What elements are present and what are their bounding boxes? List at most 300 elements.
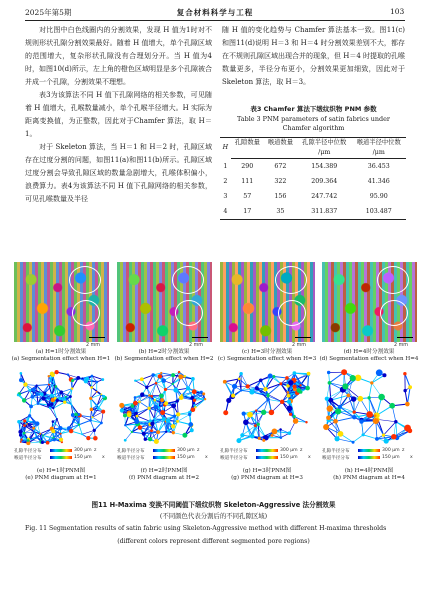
- pore-sphere: [334, 436, 339, 441]
- caption-c-cn: (c) H=3时分割效果: [241, 349, 293, 355]
- throat-stick: [139, 402, 149, 408]
- pore-sphere: [67, 426, 71, 430]
- scale-bar: [192, 337, 208, 338]
- pore-sphere: [352, 415, 356, 419]
- pore-sphere: [35, 393, 38, 396]
- pore-sphere: [374, 414, 377, 417]
- pore-legend-max: 300 μm: [280, 448, 298, 453]
- pore-sphere: [132, 410, 135, 413]
- pore-sphere: [97, 407, 100, 410]
- pore-sphere: [367, 396, 370, 399]
- table3-header-throat-unit: /μm: [351, 148, 406, 159]
- segmentation-image-a: [14, 262, 109, 342]
- pore-sphere: [37, 402, 40, 405]
- pore-sphere: [52, 407, 54, 409]
- scale-label: 2 mm: [86, 343, 100, 348]
- pore-sphere: [267, 393, 270, 396]
- pore-sphere: [155, 382, 158, 385]
- pore-sphere: [238, 377, 241, 380]
- pore-sphere: [32, 427, 35, 430]
- pore-sphere: [140, 392, 144, 396]
- pore-sphere: [89, 397, 92, 400]
- pore-sphere: [299, 384, 301, 386]
- pore-sphere: [74, 413, 78, 417]
- pore-sphere: [32, 420, 35, 423]
- pore-sphere: [389, 403, 395, 409]
- pore-sphere: [352, 410, 355, 413]
- pore-sphere: [164, 388, 167, 391]
- throat-stick: [327, 383, 330, 399]
- pore-color-bar: [50, 449, 72, 452]
- pore-sphere: [27, 439, 30, 442]
- pore-sphere: [254, 424, 257, 427]
- pore-sphere: [82, 377, 84, 379]
- throat-stick: [294, 373, 308, 374]
- throat-stick: [330, 383, 331, 400]
- throat-legend-label: 喉道半径分布: [117, 456, 145, 461]
- pore-sphere: [162, 417, 166, 421]
- pore-sphere: [160, 372, 162, 374]
- throat-legend-label: 喉道半径分布: [220, 456, 248, 461]
- pore-sphere: [382, 433, 385, 436]
- throat-stick: [125, 425, 132, 432]
- pore-sphere: [391, 434, 397, 440]
- axis-x-label: x: [205, 455, 208, 460]
- scale-bar: [397, 337, 413, 338]
- pnm-diagram-g: [220, 368, 315, 448]
- pore-legend-label: 孔隙半径分布: [322, 449, 350, 454]
- pore-sphere: [190, 428, 194, 432]
- pore-sphere: [158, 406, 160, 408]
- pore-sphere: [51, 384, 53, 386]
- axis-z-label: z: [197, 448, 200, 453]
- pore-sphere: [405, 402, 410, 407]
- pore-sphere: [28, 414, 31, 417]
- pore-sphere: [56, 399, 59, 402]
- pore-sphere: [268, 373, 273, 378]
- pore-sphere: [95, 381, 98, 384]
- pore-sphere: [48, 375, 50, 377]
- pore-sphere: [160, 398, 164, 402]
- throat-legend-max: 150 μm: [382, 455, 400, 460]
- table3-header-pore-unit: /μm: [297, 148, 352, 159]
- throat-stick: [405, 374, 410, 388]
- pore-sphere: [370, 381, 373, 384]
- page-number: 103: [390, 7, 405, 16]
- pore-sphere: [279, 428, 282, 431]
- pore-sphere: [408, 428, 413, 433]
- pore-legend-label: 孔隙半径分布: [14, 449, 42, 454]
- pore-sphere: [327, 405, 333, 411]
- table3-header-throat-radius: 喉道半径中位数: [351, 138, 406, 149]
- pore-sphere: [255, 409, 257, 411]
- paragraph-3: 对于 Skeleton 算法，当 H＝1 和 H＝2 时，孔隙区域存在过度分割的问题，如图11(a)和图11(b)所示。孔隙区域过度分割会导致孔隙区域的数量急剧增大，孔喉体积偏小，浪费算力。表4为该算法不同 H 值下孔隙网络的相关参数，可见孔喉数量及半径: [25, 143, 212, 203]
- pore-sphere: [338, 431, 344, 437]
- pore-sphere: [178, 374, 183, 379]
- caption-e-en: (e) PNM diagram at H=1: [25, 475, 97, 481]
- pore-sphere: [186, 386, 190, 390]
- throat-stick: [268, 384, 281, 395]
- throat-stick: [255, 411, 256, 426]
- pore-sphere: [148, 394, 150, 396]
- caption-c: [217, 349, 317, 363]
- pore-sphere: [280, 400, 284, 404]
- scale-label: 2 mm: [292, 343, 306, 348]
- pore-sphere: [32, 388, 36, 392]
- pore-sphere: [172, 383, 174, 385]
- figure-caption-cn: 图11 H-Maxima 变换不同阈值下缎纹织物 Skeleton-Aggressive 法分割效果: [91, 501, 336, 509]
- pore-sphere: [287, 400, 291, 404]
- pore-sphere: [279, 382, 282, 385]
- pore-sphere: [272, 375, 275, 378]
- pore-sphere: [178, 371, 180, 373]
- pore-sphere: [135, 412, 138, 415]
- caption-d-en: (d) Segmentation effect when H=4: [319, 356, 419, 362]
- pore-sphere: [287, 406, 293, 412]
- pore-sphere: [65, 396, 67, 398]
- pnm-diagram-e: [14, 368, 109, 448]
- journal-title: 复合材料科学与工程: [176, 8, 254, 17]
- pore-sphere: [72, 420, 75, 423]
- pore-sphere: [148, 437, 152, 441]
- pore-sphere: [171, 424, 175, 428]
- throat-stick: [144, 432, 158, 433]
- pore-sphere: [335, 408, 341, 414]
- cell-throat-radius: 36.453: [367, 163, 390, 170]
- pnm-legend-e: [14, 448, 109, 470]
- pore-sphere: [17, 420, 20, 423]
- pore-sphere: [191, 396, 194, 399]
- pore-sphere: [266, 398, 269, 401]
- pore-sphere: [239, 372, 242, 375]
- pore-sphere: [41, 441, 44, 444]
- throat-stick: [378, 419, 396, 421]
- highlight-circle: [380, 300, 408, 326]
- pore-sphere: [373, 418, 379, 424]
- pore-sphere: [91, 375, 94, 378]
- pore-sphere: [74, 418, 76, 420]
- scale-bar: [295, 337, 311, 338]
- pore-sphere: [288, 380, 293, 385]
- cell-pore-radius: 311.837: [297, 204, 352, 220]
- pore-sphere: [326, 415, 331, 420]
- caption-a-en: (a) Segmentation effect when H=1: [11, 356, 111, 362]
- pore-sphere: [23, 382, 27, 386]
- caption-b-cn: (b) H=2时分割效果: [138, 349, 190, 355]
- pore-sphere: [362, 433, 365, 436]
- pore-sphere: [271, 434, 274, 437]
- pore-sphere: [240, 389, 242, 391]
- pore-legend-max: 300 μm: [177, 448, 195, 453]
- caption-b: [114, 349, 214, 363]
- pore-sphere: [403, 389, 406, 392]
- pore-sphere: [176, 399, 179, 402]
- cell-throat-radius: 41.346: [367, 178, 390, 185]
- cell-throats: 156: [274, 193, 287, 200]
- pore-sphere: [96, 404, 98, 406]
- pore-sphere: [71, 379, 74, 382]
- pore-sphere: [28, 389, 31, 392]
- pore-sphere: [226, 398, 231, 403]
- pore-sphere: [359, 419, 363, 423]
- pore-sphere: [183, 375, 186, 378]
- pore-sphere: [26, 423, 28, 425]
- pore-sphere: [325, 397, 329, 401]
- pore-sphere: [51, 429, 55, 433]
- cell-throat-radius: 103.487: [351, 204, 406, 220]
- throat-stick: [91, 387, 92, 398]
- pore-sphere: [171, 373, 175, 377]
- caption-g-en: (g) PNM diagram at H=3: [231, 475, 303, 481]
- table3-caption-en: Table 3 PNM parameters of satin fabrics under Chamfer algorithm: [237, 115, 390, 132]
- pore-sphere: [86, 436, 90, 440]
- table3-caption-cn: 表3 Chamfer 算法下缎纹织物 PNM 参数: [250, 105, 377, 113]
- pore-sphere: [34, 431, 36, 433]
- pore-sphere: [262, 439, 265, 442]
- pore-sphere: [150, 429, 153, 432]
- pore-sphere: [269, 410, 275, 416]
- pore-sphere: [53, 438, 56, 441]
- pore-sphere: [22, 398, 26, 402]
- axis-x-label: x: [410, 455, 413, 460]
- throat-stick: [125, 432, 132, 440]
- caption-d-cn: (d) H=4时分割效果: [343, 349, 395, 355]
- throat-stick: [274, 376, 287, 377]
- cell-h: 1: [223, 162, 228, 170]
- segmentation-image-b: [117, 262, 212, 342]
- pore-sphere: [70, 403, 72, 405]
- cell-throats: 672: [274, 163, 287, 170]
- pore-sphere: [375, 437, 379, 441]
- pore-sphere: [182, 433, 187, 438]
- pore-sphere: [158, 374, 162, 378]
- pore-sphere: [327, 371, 330, 374]
- pore-sphere: [120, 408, 124, 412]
- pore-sphere: [179, 395, 184, 400]
- pore-sphere: [90, 408, 94, 412]
- pore-sphere: [154, 399, 157, 402]
- throat-legend-label: 喉道半径分布: [322, 456, 350, 461]
- pore-sphere: [23, 419, 26, 422]
- pore-sphere: [50, 394, 54, 398]
- pore-sphere: [297, 388, 302, 393]
- segmentation-image-d: [322, 262, 417, 342]
- pore-sphere: [54, 370, 58, 374]
- pore-sphere: [164, 401, 168, 405]
- pore-sphere: [287, 391, 290, 394]
- pore-sphere: [140, 377, 144, 381]
- highlight-circle: [175, 300, 203, 326]
- pore-sphere: [176, 412, 180, 416]
- scale-label: 2 mm: [189, 343, 203, 348]
- pore-sphere: [46, 441, 50, 445]
- throat-stick: [369, 383, 372, 398]
- pore-sphere: [23, 424, 26, 427]
- caption-h: [319, 468, 419, 482]
- pore-sphere: [245, 384, 249, 388]
- throat-color-bar: [153, 456, 175, 459]
- pore-sphere: [59, 438, 63, 442]
- pore-sphere: [84, 379, 88, 383]
- pore-sphere: [159, 394, 163, 398]
- pore-sphere: [231, 394, 235, 398]
- pore-sphere: [101, 378, 104, 381]
- pore-sphere: [258, 437, 261, 440]
- pore-sphere: [289, 413, 292, 416]
- axis-x-label: x: [102, 455, 105, 460]
- throat-stick: [363, 435, 377, 439]
- pnm-legend-g: [220, 448, 315, 470]
- pore-sphere: [202, 392, 205, 395]
- pore-sphere: [91, 416, 93, 418]
- pore-sphere: [287, 394, 291, 398]
- pore-sphere: [328, 398, 333, 403]
- table-row: [220, 159, 406, 175]
- pore-sphere: [90, 386, 93, 389]
- pore-sphere: [96, 391, 98, 393]
- pore-sphere: [123, 413, 127, 417]
- highlight-circle: [275, 266, 307, 294]
- pore-sphere: [240, 433, 244, 437]
- pore-sphere: [200, 391, 203, 394]
- pore-sphere: [305, 386, 310, 391]
- throat-stick: [79, 425, 82, 435]
- throat-stick: [79, 420, 90, 424]
- caption-a-cn: (a) H=1时分割效果: [35, 349, 87, 355]
- pore-sphere: [243, 419, 249, 425]
- pore-sphere: [176, 420, 179, 423]
- pore-sphere: [172, 431, 175, 434]
- throat-legend-max: 150 μm: [177, 455, 195, 460]
- axis-x-label: x: [308, 455, 311, 460]
- caption-h-cn: (h) H=4时PNM图: [344, 468, 394, 474]
- table3-header-pores: 孔隙数量: [231, 138, 264, 149]
- pore-sphere: [71, 413, 75, 417]
- throat-legend-label: 喉道半径分布: [14, 456, 42, 461]
- pore-sphere: [136, 415, 139, 418]
- cell-h: 2: [223, 178, 228, 185]
- pore-sphere: [293, 371, 297, 375]
- cell-throat-radius: 95.90: [369, 193, 388, 200]
- pore-sphere: [288, 431, 292, 435]
- pore-sphere: [19, 378, 23, 382]
- caption-f-cn: (f) H=2时PNM图: [140, 468, 188, 474]
- pore-sphere: [191, 377, 195, 381]
- pore-sphere: [48, 383, 50, 385]
- pore-sphere: [78, 424, 80, 426]
- throat-legend-max: 150 μm: [280, 455, 298, 460]
- cell-pore-radius: 209.364: [311, 178, 338, 185]
- pore-sphere: [35, 436, 38, 439]
- caption-f-en: (f) PNM diagram at H=2: [128, 475, 200, 481]
- pore-legend-label: 孔隙半径分布: [117, 449, 145, 454]
- pore-sphere: [166, 418, 171, 423]
- pore-sphere: [36, 384, 38, 386]
- right-column: [222, 24, 405, 89]
- pnm-diagram-f: [117, 368, 212, 448]
- cell-pore-radius: 247.742: [311, 193, 338, 200]
- pore-sphere: [20, 439, 22, 441]
- pore-sphere: [376, 369, 383, 376]
- pore-sphere: [192, 389, 197, 394]
- pore-sphere: [101, 410, 105, 414]
- throat-stick: [166, 389, 167, 403]
- pore-legend-max: 300 μm: [382, 448, 400, 453]
- segmentation-image-c: [220, 262, 315, 342]
- pore-legend-max: 300 μm: [74, 448, 92, 453]
- pore-sphere: [236, 438, 241, 443]
- pore-sphere: [124, 439, 127, 442]
- pore-sphere: [342, 383, 348, 389]
- pore-sphere: [59, 390, 63, 394]
- pore-sphere: [351, 396, 356, 401]
- pore-sphere: [257, 423, 260, 426]
- cell-h: 4: [220, 204, 231, 220]
- figure-caption-en-sub: (different colors represent different segmented pore regions): [117, 538, 310, 545]
- pore-sphere: [153, 418, 155, 420]
- pore-sphere: [223, 410, 228, 415]
- pnm-legend-h: [322, 448, 417, 470]
- pore-sphere: [394, 420, 397, 423]
- pore-sphere: [50, 402, 54, 406]
- pore-sphere: [35, 421, 40, 426]
- pore-sphere: [261, 410, 266, 415]
- pore-sphere: [249, 389, 254, 394]
- pore-sphere: [194, 406, 196, 408]
- caption-h-en: (h) PNM diagram at H=4: [333, 475, 405, 481]
- throat-color-bar: [256, 456, 278, 459]
- caption-f: [114, 468, 214, 482]
- pore-sphere: [154, 439, 159, 444]
- pore-sphere: [165, 431, 167, 433]
- pore-sphere: [39, 433, 41, 435]
- table-row: [220, 204, 406, 220]
- pore-sphere: [285, 376, 289, 380]
- pore-sphere: [323, 424, 329, 430]
- pore-sphere: [250, 434, 254, 438]
- pore-sphere: [67, 373, 69, 375]
- pore-sphere: [131, 404, 135, 408]
- pore-sphere: [382, 373, 386, 377]
- pore-sphere: [50, 372, 54, 376]
- pore-sphere: [69, 395, 72, 398]
- throat-stick: [407, 387, 410, 404]
- caption-e-cn: (e) H=1时PNM图: [36, 468, 86, 474]
- highlight-circle: [172, 266, 204, 294]
- caption-e: [11, 468, 111, 482]
- axis-z-label: z: [402, 448, 405, 453]
- scale-bar: [89, 337, 105, 338]
- axis-z-label: z: [300, 448, 303, 453]
- pore-sphere: [328, 381, 332, 385]
- pore-sphere: [378, 394, 385, 401]
- table3-header-h: H: [222, 144, 229, 152]
- caption-b-en: (b) Segmentation effect when H=2: [114, 356, 214, 362]
- cell-pores: 17: [231, 204, 264, 220]
- pore-sphere: [40, 392, 44, 396]
- caption-a: [11, 349, 111, 363]
- figure-caption-cn-sub: (不同颜色代表分割后的不同孔隙区域): [159, 512, 268, 520]
- pore-sphere: [403, 372, 406, 375]
- table-row: [220, 174, 406, 189]
- scale-label: 2 mm: [394, 343, 408, 348]
- paragraph-1: 对比图中白色线圈内的分割效果，发现 H 值为1时对不规则形状孔隙分割效果最好。随着 H 值增大，单个孔隙区域的范围增大，复杂形状孔隙没有合理划分开。当 H 值为4时，如图10(d)所示，左上角的橙色区域明显是多个孔隙被合并成一个孔隙，分割效果不理想。: [25, 26, 212, 86]
- paragraph-4: 随 H 值的变化趋势与 Chamfer 算法基本一致。图11(c)和图11(d)说明 H＝3 和 H＝4 时分割效果差别不大，都存在不规则孔隙区域出现合并的现象，但 H＝4 时提取的孔喉数量更多，半径分布更小，分割效果更加细致，因此对于 Skeleton 算法，取 H＝3。: [222, 26, 406, 86]
- pore-sphere: [142, 432, 146, 436]
- pore-sphere: [100, 393, 102, 395]
- pore-sphere: [352, 441, 355, 444]
- pore-sphere: [20, 441, 22, 443]
